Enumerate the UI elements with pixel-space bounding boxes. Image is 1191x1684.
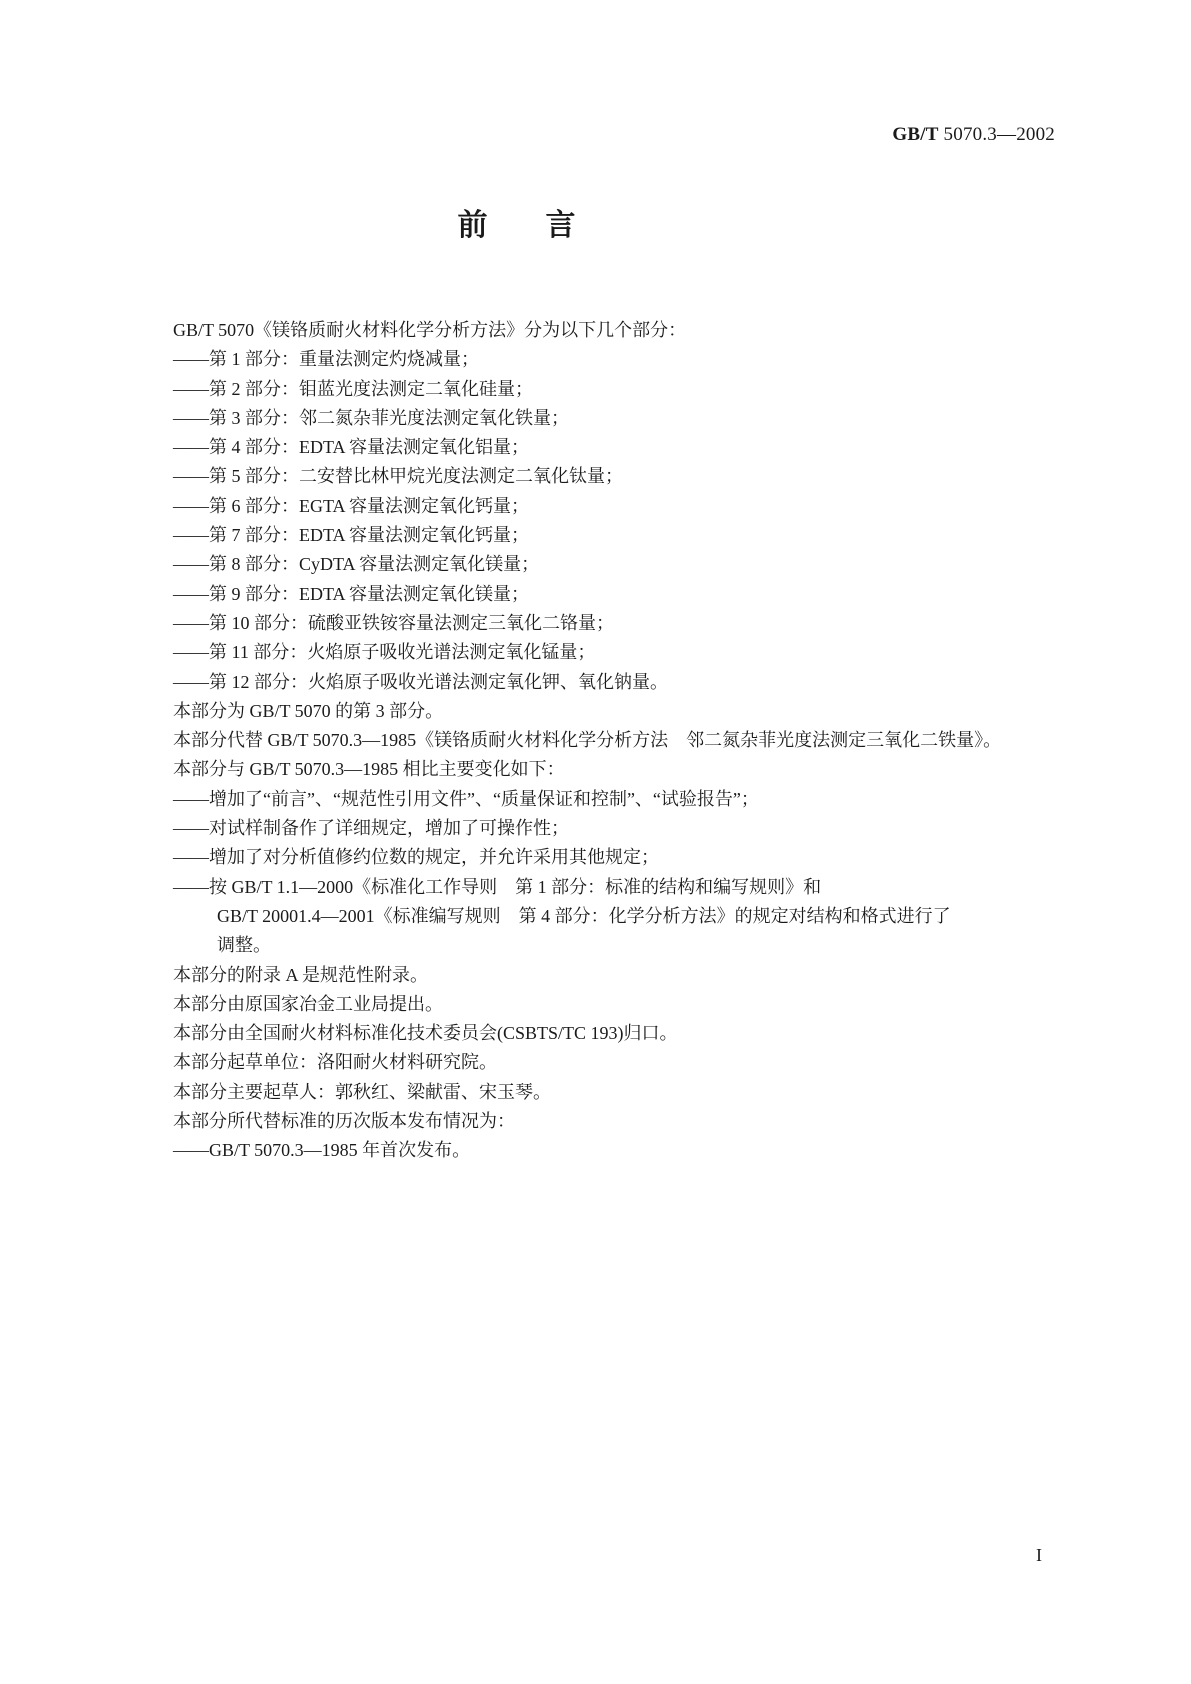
page-number: I <box>1036 1545 1042 1565</box>
part-item: ——第 10 部分：硫酸亚铁铵容量法测定三氧化二铬量； <box>173 612 614 633</box>
page-title: 前言 <box>457 208 634 243</box>
part-item: ——第 12 部分：火焰原子吸收光谱法测定氧化钾、氧化钠量。 <box>173 671 668 692</box>
replaces-statement: 本部分代替 GB/T 5070.3—1985《镁铬质耐火材料化学分析方法 邻二氮杂菲光度法测定三氧化二铁量》。 <box>173 730 1002 751</box>
standard-code <box>892 124 1055 146</box>
part-item: ——第 5 部分：二安替比林甲烷光度法测定二氧化钛量； <box>173 466 623 487</box>
intro-paragraph: GB/T 5070《镁铬质耐火材料化学分析方法》分为以下几个部分： <box>173 320 687 340</box>
part-item: ——第 3 部分：邻二氮杂菲光度法测定氧化铁量； <box>173 407 569 428</box>
change-item-last-cont: GB/T 20001.4—2001《标准编写规则 第 4 部分：化学分析方法》的规定对结构和格式进行了 <box>217 905 951 926</box>
statement: 本部分主要起草人：郭秋红、梁献雷、宋玉琴。 <box>173 1081 551 1102</box>
change-item-last-cont: 调整。 <box>217 935 271 956</box>
statement: 本部分由原国家冶金工业局提出。 <box>173 993 443 1014</box>
change-item: ——增加了“前言”、“规范性引用文件”、“质量保证和控制”、“试验报告”； <box>173 788 759 809</box>
foreword-body <box>133 316 1063 1166</box>
part-item: ——第 2 部分：钼蓝光度法测定二氧化硅量； <box>173 378 533 399</box>
statement: 本部分起草单位：洛阳耐火材料研究院。 <box>173 1052 497 1073</box>
standard-number: 5070.3—2002 <box>943 124 1055 145</box>
history-item: ——GB/T 5070.3—1985 年首次发布。 <box>173 1140 471 1161</box>
part-item: ——第 1 部分：重量法测定灼烧减量； <box>173 349 479 370</box>
statement: 本部分的附录 A 是规范性附录。 <box>173 964 429 985</box>
change-item: ——增加了对分析值修约位数的规定，并允许采用其他规定； <box>173 847 659 868</box>
change-item: ——对试样制备作了详细规定，增加了可操作性； <box>173 818 569 839</box>
part-item: ——第 9 部分：EDTA 容量法测定氧化镁量； <box>173 583 530 604</box>
part-item: ——第 11 部分：火焰原子吸收光谱法测定氧化锰量； <box>173 642 596 663</box>
statement: 本部分所代替标准的历次版本发布情况为： <box>173 1111 515 1132</box>
change-item-last: ——按 GB/T 1.1—2000《标准化工作导则 第 1 部分：标准的结构和编写规则》和 <box>173 876 822 897</box>
part-item: ——第 8 部分：CyDTA 容量法测定氧化镁量； <box>173 554 540 575</box>
part-item: ——第 4 部分：EDTA 容量法测定氧化铝量； <box>173 437 530 458</box>
part-item: ——第 6 部分：EGTA 容量法测定氧化钙量； <box>173 495 530 516</box>
standard-prefix: GB/T <box>892 124 939 145</box>
statement: 本部分由全国耐火材料标准化技术委员会(CSBTS/TC 193)归口。 <box>173 1023 678 1044</box>
part-item: ——第 7 部分：EDTA 容量法测定氧化钙量； <box>173 525 530 546</box>
this-part-statement: 本部分为 GB/T 5070 的第 3 部分。 <box>173 700 444 721</box>
changes-intro: 本部分与 GB/T 5070.3—1985 相比主要变化如下： <box>173 759 565 780</box>
